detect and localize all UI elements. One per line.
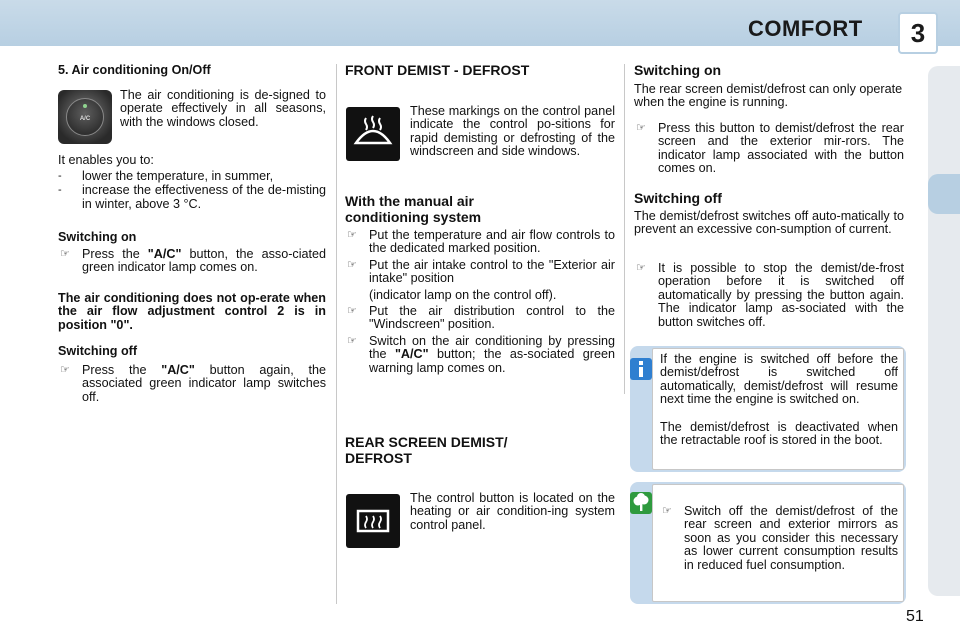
rear-demist-heading: REAR SCREEN DEMIST/ DEFROST [345,434,508,466]
finger-pointer-icon: ☞ [347,229,357,241]
rear-demist-icon [346,494,400,548]
ac-list-item: lower the temperature, in summer, [82,169,274,183]
manual-step: Put the air distribution control to the "Windscreen" position. [369,304,615,332]
ac-list: - lower the temperature, in summer, - increase the effectiveness of the de-misting in winter, above 3 °C. [58,169,326,211]
rear-demist-text: The control button is located on the heating or air condition-ing system control panel. [410,491,615,532]
info-icon [630,358,652,380]
rear-on-text: The rear screen demist/defrost can only operate when the engine is running. [634,82,903,110]
ac-warning: The air conditioning does not op-erate when the air flow adjustment control 2 is in position "0". [58,291,326,332]
finger-pointer-icon: ☞ [636,262,646,274]
front-demist-heading: FRONT DEMIST - DEFROST [345,62,530,78]
front-demist-text: These markings on the control panel indicate the control po-sitions for rapid demisting or defrosting of the windscreen and side windows. [410,104,615,159]
rear-off-text: The demist/defrost switches off auto-matically to prevent an excessive con-sumption of current. [634,209,904,237]
column-divider [624,64,625,394]
finger-pointer-icon: ☞ [347,334,357,347]
ac-off-step: ☞ Press the "A/C" button again, the associated green indicator lamp switches off. [60,363,326,404]
finger-pointer-icon: ☞ [662,505,672,517]
ac-enables: It enables you to: [58,153,154,167]
rear-off-step: ☞ It is possible to stop the demist/de-frost operation before it is switched off automatically by pressing the button again. The indicator lamp as-sociated with the button switches off. [636,261,904,329]
manual-steps: ☞ Put the temperature and air flow controls to the dedicated marked position. ☞ Put the air intake control to the "Exterior air intake" position (indicator lamp on the control off). ☞ Put the air distribution control to the "Windscreen" position. ☞ Switch on the air conditioning by pressing the "A/C" button; the as-sociated green warning lamp comes on. [347,228,615,375]
manual-step-note: (indicator lamp on the control off). [369,287,557,302]
side-tab-strip [928,66,960,596]
finger-pointer-icon: ☞ [60,364,70,376]
eco-tree-icon [630,492,652,514]
rear-off-heading: Switching off [634,190,722,206]
finger-pointer-icon: ☞ [636,122,646,134]
rear-on-heading: Switching on [634,62,722,78]
rear-on-step: ☞ Press this button to demist/defrost the rear screen and the exterior mir-rors. The indicator lamp associated with the button comes on. [636,121,904,176]
finger-pointer-icon: ☞ [347,258,357,271]
column-divider [336,64,337,604]
eco-text: ☞ Switch off the demist/defrost of the rear screen and exterior mirrors as soon as you consider this necessary as lower current consumption results in reduced fuel consumption. [662,504,898,572]
finger-pointer-icon: ☞ [347,305,357,318]
ac-on-heading: Switching on [58,230,137,244]
front-demist-icon [346,107,400,161]
info-text-2: The demist/defrost is deactivated when the retractable roof is stored in the boot. [660,420,898,448]
manual-step: Put the air intake control to the "Exterior air intake" position [369,257,615,286]
manual-ac-heading: With the manual air conditioning system [345,193,482,225]
chapter-title: COMFORT [748,16,863,41]
ac-heading: 5. Air conditioning On/Off [58,63,211,77]
side-tab-active [928,174,960,214]
ac-list-item: increase the effectiveness of the de-misting in winter, above 3 °C. [82,183,326,211]
info-text-1: If the engine is switched off before the demist/defrost is switched off automatically, demist/defrost will resume next time the engine is switched on. [660,352,898,407]
chapter-number: 3 [898,12,938,54]
ac-intro: The air conditioning is de-signed to operate effectively in all seasons, with the windows closed. [120,88,326,129]
page-number: 51 [906,608,924,625]
ac-button-icon [58,90,112,144]
finger-pointer-icon: ☞ [60,248,70,260]
ac-off-heading: Switching off [58,344,138,358]
ac-icon-label: A/C [79,116,91,122]
manual-step: Put the temperature and air flow controls to the dedicated marked position. [369,228,615,256]
ac-on-step: ☞ Press the "A/C" button, the asso-ciated green indicator lamp comes on. [60,247,326,275]
